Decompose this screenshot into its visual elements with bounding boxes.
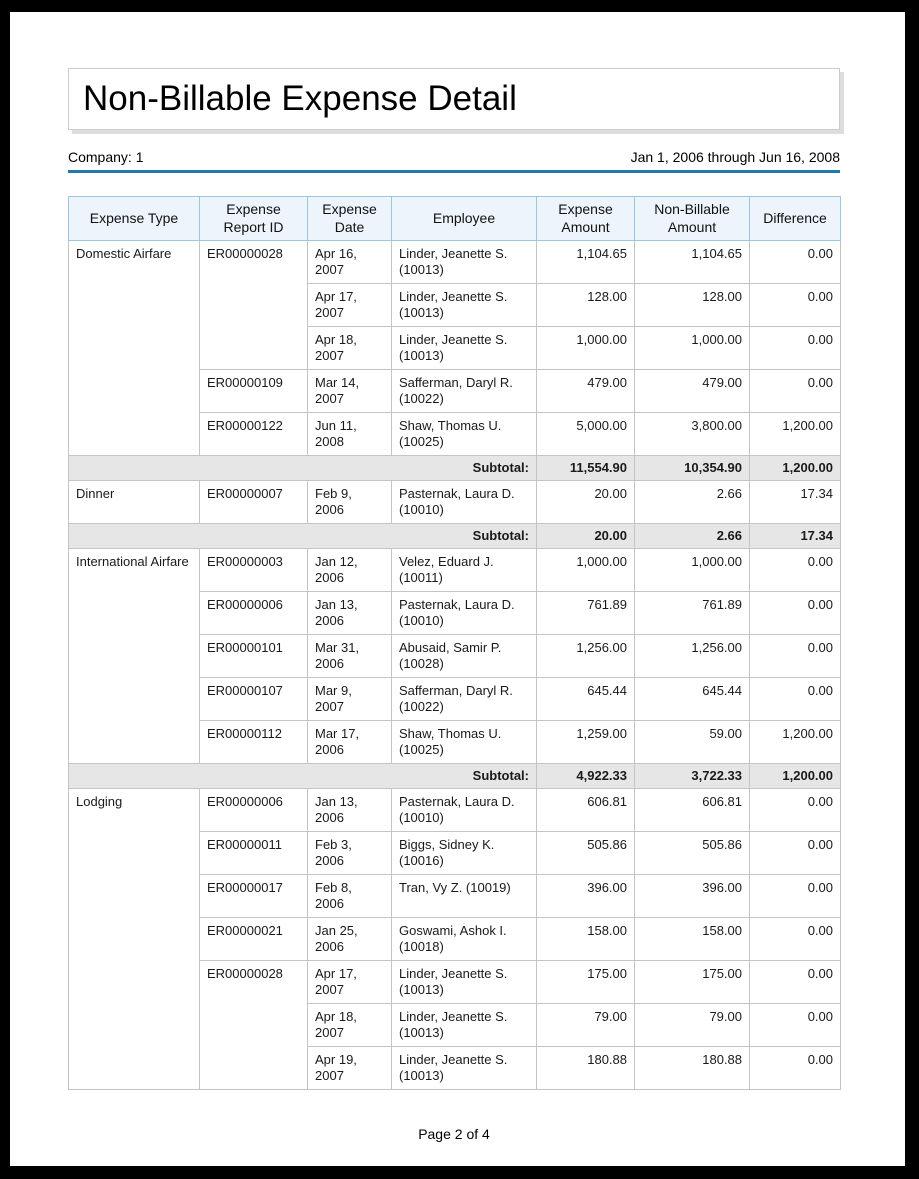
table-header bbox=[69, 197, 841, 241]
employee-cell: Linder, Jeanette S. (10013) bbox=[392, 327, 537, 370]
expense-type-cell: Dinner bbox=[69, 481, 200, 524]
subtotal-non-billable-amount: 2.66 bbox=[635, 524, 750, 549]
non-billable-amount-cell: 1,256.00 bbox=[635, 635, 750, 678]
employee-cell: Linder, Jeanette S. (10013) bbox=[392, 284, 537, 327]
non-billable-amount-cell: 3,800.00 bbox=[635, 413, 750, 456]
header-cell-expense-report-id: Expense Report ID bbox=[200, 197, 308, 241]
expense-date-cell: Apr 16, 2007 bbox=[308, 241, 392, 284]
non-billable-amount-cell: 175.00 bbox=[635, 961, 750, 1004]
difference-cell: 0.00 bbox=[750, 241, 841, 284]
expense-amount-cell: 158.00 bbox=[537, 918, 635, 961]
employee-cell: Linder, Jeanette S. (10013) bbox=[392, 241, 537, 284]
difference-cell: 0.00 bbox=[750, 961, 841, 1004]
employee-cell: Tran, Vy Z. (10019) bbox=[392, 875, 537, 918]
report-id-cell: ER00000101 bbox=[200, 635, 308, 678]
difference-cell: 0.00 bbox=[750, 678, 841, 721]
non-billable-amount-cell: 479.00 bbox=[635, 370, 750, 413]
expense-date-cell: Mar 31, 2006 bbox=[308, 635, 392, 678]
employee-cell: Pasternak, Laura D. (10010) bbox=[392, 592, 537, 635]
expense-date-cell: Mar 9, 2007 bbox=[308, 678, 392, 721]
employee-cell: Linder, Jeanette S. (10013) bbox=[392, 1004, 537, 1047]
expense-date-cell: Apr 18, 2007 bbox=[308, 1004, 392, 1047]
non-billable-amount-cell: 1,104.65 bbox=[635, 241, 750, 284]
subtotal-label: Subtotal: bbox=[69, 764, 537, 789]
expense-amount-cell: 128.00 bbox=[537, 284, 635, 327]
expense-detail-table bbox=[68, 196, 841, 1090]
subtotal-label: Subtotal: bbox=[69, 524, 537, 549]
expense-date-cell: Mar 17, 2006 bbox=[308, 721, 392, 764]
subtotal-difference: 1,200.00 bbox=[750, 764, 841, 789]
expense-amount-cell: 175.00 bbox=[537, 961, 635, 1004]
expense-date-cell: Jun 11, 2008 bbox=[308, 413, 392, 456]
employee-cell: Shaw, Thomas U. (10025) bbox=[392, 721, 537, 764]
report-meta-row bbox=[68, 149, 840, 165]
header-cell-expense-type: Expense Type bbox=[69, 197, 200, 241]
difference-cell: 0.00 bbox=[750, 918, 841, 961]
expense-date-cell: Apr 17, 2007 bbox=[308, 961, 392, 1004]
table-row bbox=[69, 789, 841, 832]
expense-date-cell: Mar 14, 2007 bbox=[308, 370, 392, 413]
expense-amount-cell: 396.00 bbox=[537, 875, 635, 918]
non-billable-amount-cell: 2.66 bbox=[635, 481, 750, 524]
subtotal-expense-amount: 11,554.90 bbox=[537, 456, 635, 481]
employee-cell: Safferman, Daryl R. (10022) bbox=[392, 678, 537, 721]
expense-amount-cell: 1,259.00 bbox=[537, 721, 635, 764]
report-id-cell: ER00000109 bbox=[200, 370, 308, 413]
report-id-cell: ER00000122 bbox=[200, 413, 308, 456]
employee-cell: Velez, Eduard J. (10011) bbox=[392, 549, 537, 592]
employee-cell: Safferman, Daryl R. (10022) bbox=[392, 370, 537, 413]
expense-amount-cell: 1,256.00 bbox=[537, 635, 635, 678]
date-range: Jan 1, 2006 through Jun 16, 2008 bbox=[630, 149, 840, 165]
table-row bbox=[69, 549, 841, 592]
report-id-cell: ER00000017 bbox=[200, 875, 308, 918]
header-cell-expense-date: Expense Date bbox=[308, 197, 392, 241]
expense-date-cell: Jan 12, 2006 bbox=[308, 549, 392, 592]
non-billable-amount-cell: 761.89 bbox=[635, 592, 750, 635]
table-row bbox=[69, 241, 841, 284]
table-header-row bbox=[69, 197, 841, 241]
expense-amount-cell: 645.44 bbox=[537, 678, 635, 721]
expense-date-cell: Jan 13, 2006 bbox=[308, 789, 392, 832]
report-id-cell: ER00000006 bbox=[200, 592, 308, 635]
expense-amount-cell: 606.81 bbox=[537, 789, 635, 832]
difference-cell: 0.00 bbox=[750, 875, 841, 918]
non-billable-amount-cell: 396.00 bbox=[635, 875, 750, 918]
report-id-cell: ER00000028 bbox=[200, 961, 308, 1090]
employee-cell: Linder, Jeanette S. (10013) bbox=[392, 961, 537, 1004]
company-label: Company: 1 bbox=[68, 149, 144, 165]
report-id-cell: ER00000112 bbox=[200, 721, 308, 764]
header-cell-employee: Employee bbox=[392, 197, 537, 241]
report-title-box bbox=[68, 68, 840, 130]
report-id-cell: ER00000028 bbox=[200, 241, 308, 370]
subtotal-row bbox=[69, 524, 841, 549]
header-cell-non-billable-amount: Non-Billable Amount bbox=[635, 197, 750, 241]
expense-date-cell: Feb 3, 2006 bbox=[308, 832, 392, 875]
subtotal-difference: 1,200.00 bbox=[750, 456, 841, 481]
expense-date-cell: Jan 13, 2006 bbox=[308, 592, 392, 635]
report-id-cell: ER00000006 bbox=[200, 789, 308, 832]
non-billable-amount-cell: 645.44 bbox=[635, 678, 750, 721]
header-divider-rule bbox=[68, 170, 840, 173]
expense-date-cell: Apr 17, 2007 bbox=[308, 284, 392, 327]
expense-amount-cell: 505.86 bbox=[537, 832, 635, 875]
header-cell-expense-amount: Expense Amount bbox=[537, 197, 635, 241]
difference-cell: 0.00 bbox=[750, 1047, 841, 1090]
employee-cell: Pasternak, Laura D. (10010) bbox=[392, 481, 537, 524]
table-row bbox=[69, 481, 841, 524]
expense-date-cell: Feb 9, 2006 bbox=[308, 481, 392, 524]
difference-cell: 0.00 bbox=[750, 592, 841, 635]
expense-type-cell: Lodging bbox=[69, 789, 200, 1090]
expense-amount-cell: 20.00 bbox=[537, 481, 635, 524]
expense-amount-cell: 1,000.00 bbox=[537, 549, 635, 592]
expense-type-cell: Domestic Airfare bbox=[69, 241, 200, 456]
non-billable-amount-cell: 79.00 bbox=[635, 1004, 750, 1047]
difference-cell: 0.00 bbox=[750, 284, 841, 327]
employee-cell: Abusaid, Samir P. (10028) bbox=[392, 635, 537, 678]
difference-cell: 0.00 bbox=[750, 549, 841, 592]
subtotal-expense-amount: 4,922.33 bbox=[537, 764, 635, 789]
employee-cell: Shaw, Thomas U. (10025) bbox=[392, 413, 537, 456]
report-content bbox=[68, 68, 840, 1142]
difference-cell: 0.00 bbox=[750, 327, 841, 370]
subtotal-non-billable-amount: 3,722.33 bbox=[635, 764, 750, 789]
employee-cell: Biggs, Sidney K. (10016) bbox=[392, 832, 537, 875]
subtotal-row bbox=[69, 456, 841, 481]
header-cell-difference: Difference bbox=[750, 197, 841, 241]
subtotal-expense-amount: 20.00 bbox=[537, 524, 635, 549]
expense-amount-cell: 5,000.00 bbox=[537, 413, 635, 456]
employee-cell: Goswami, Ashok I. (10018) bbox=[392, 918, 537, 961]
report-id-cell: ER00000003 bbox=[200, 549, 308, 592]
page-title: Non-Billable Expense Detail bbox=[83, 79, 517, 118]
employee-cell: Linder, Jeanette S. (10013) bbox=[392, 1047, 537, 1090]
expense-amount-cell: 180.88 bbox=[537, 1047, 635, 1090]
non-billable-amount-cell: 606.81 bbox=[635, 789, 750, 832]
report-page bbox=[10, 12, 905, 1166]
expense-date-cell: Apr 19, 2007 bbox=[308, 1047, 392, 1090]
subtotal-difference: 17.34 bbox=[750, 524, 841, 549]
non-billable-amount-cell: 180.88 bbox=[635, 1047, 750, 1090]
non-billable-amount-cell: 158.00 bbox=[635, 918, 750, 961]
non-billable-amount-cell: 1,000.00 bbox=[635, 549, 750, 592]
employee-cell: Pasternak, Laura D. (10010) bbox=[392, 789, 537, 832]
non-billable-amount-cell: 59.00 bbox=[635, 721, 750, 764]
subtotal-non-billable-amount: 10,354.90 bbox=[635, 456, 750, 481]
expense-date-cell: Feb 8, 2006 bbox=[308, 875, 392, 918]
report-id-cell: ER00000007 bbox=[200, 481, 308, 524]
difference-cell: 1,200.00 bbox=[750, 721, 841, 764]
expense-amount-cell: 761.89 bbox=[537, 592, 635, 635]
non-billable-amount-cell: 1,000.00 bbox=[635, 327, 750, 370]
page-number: Page 2 of 4 bbox=[418, 1126, 490, 1142]
difference-cell: 0.00 bbox=[750, 789, 841, 832]
report-id-cell: ER00000107 bbox=[200, 678, 308, 721]
difference-cell: 0.00 bbox=[750, 1004, 841, 1047]
difference-cell: 0.00 bbox=[750, 370, 841, 413]
difference-cell: 0.00 bbox=[750, 635, 841, 678]
expense-amount-cell: 479.00 bbox=[537, 370, 635, 413]
non-billable-amount-cell: 128.00 bbox=[635, 284, 750, 327]
subtotal-label: Subtotal: bbox=[69, 456, 537, 481]
report-id-cell: ER00000021 bbox=[200, 918, 308, 961]
expense-amount-cell: 79.00 bbox=[537, 1004, 635, 1047]
report-id-cell: ER00000011 bbox=[200, 832, 308, 875]
difference-cell: 0.00 bbox=[750, 832, 841, 875]
difference-cell: 1,200.00 bbox=[750, 413, 841, 456]
non-billable-amount-cell: 505.86 bbox=[635, 832, 750, 875]
expense-amount-cell: 1,000.00 bbox=[537, 327, 635, 370]
expense-date-cell: Apr 18, 2007 bbox=[308, 327, 392, 370]
expense-date-cell: Jan 25, 2006 bbox=[308, 918, 392, 961]
difference-cell: 17.34 bbox=[750, 481, 841, 524]
expense-type-cell: International Airfare bbox=[69, 549, 200, 764]
subtotal-row bbox=[69, 764, 841, 789]
expense-amount-cell: 1,104.65 bbox=[537, 241, 635, 284]
